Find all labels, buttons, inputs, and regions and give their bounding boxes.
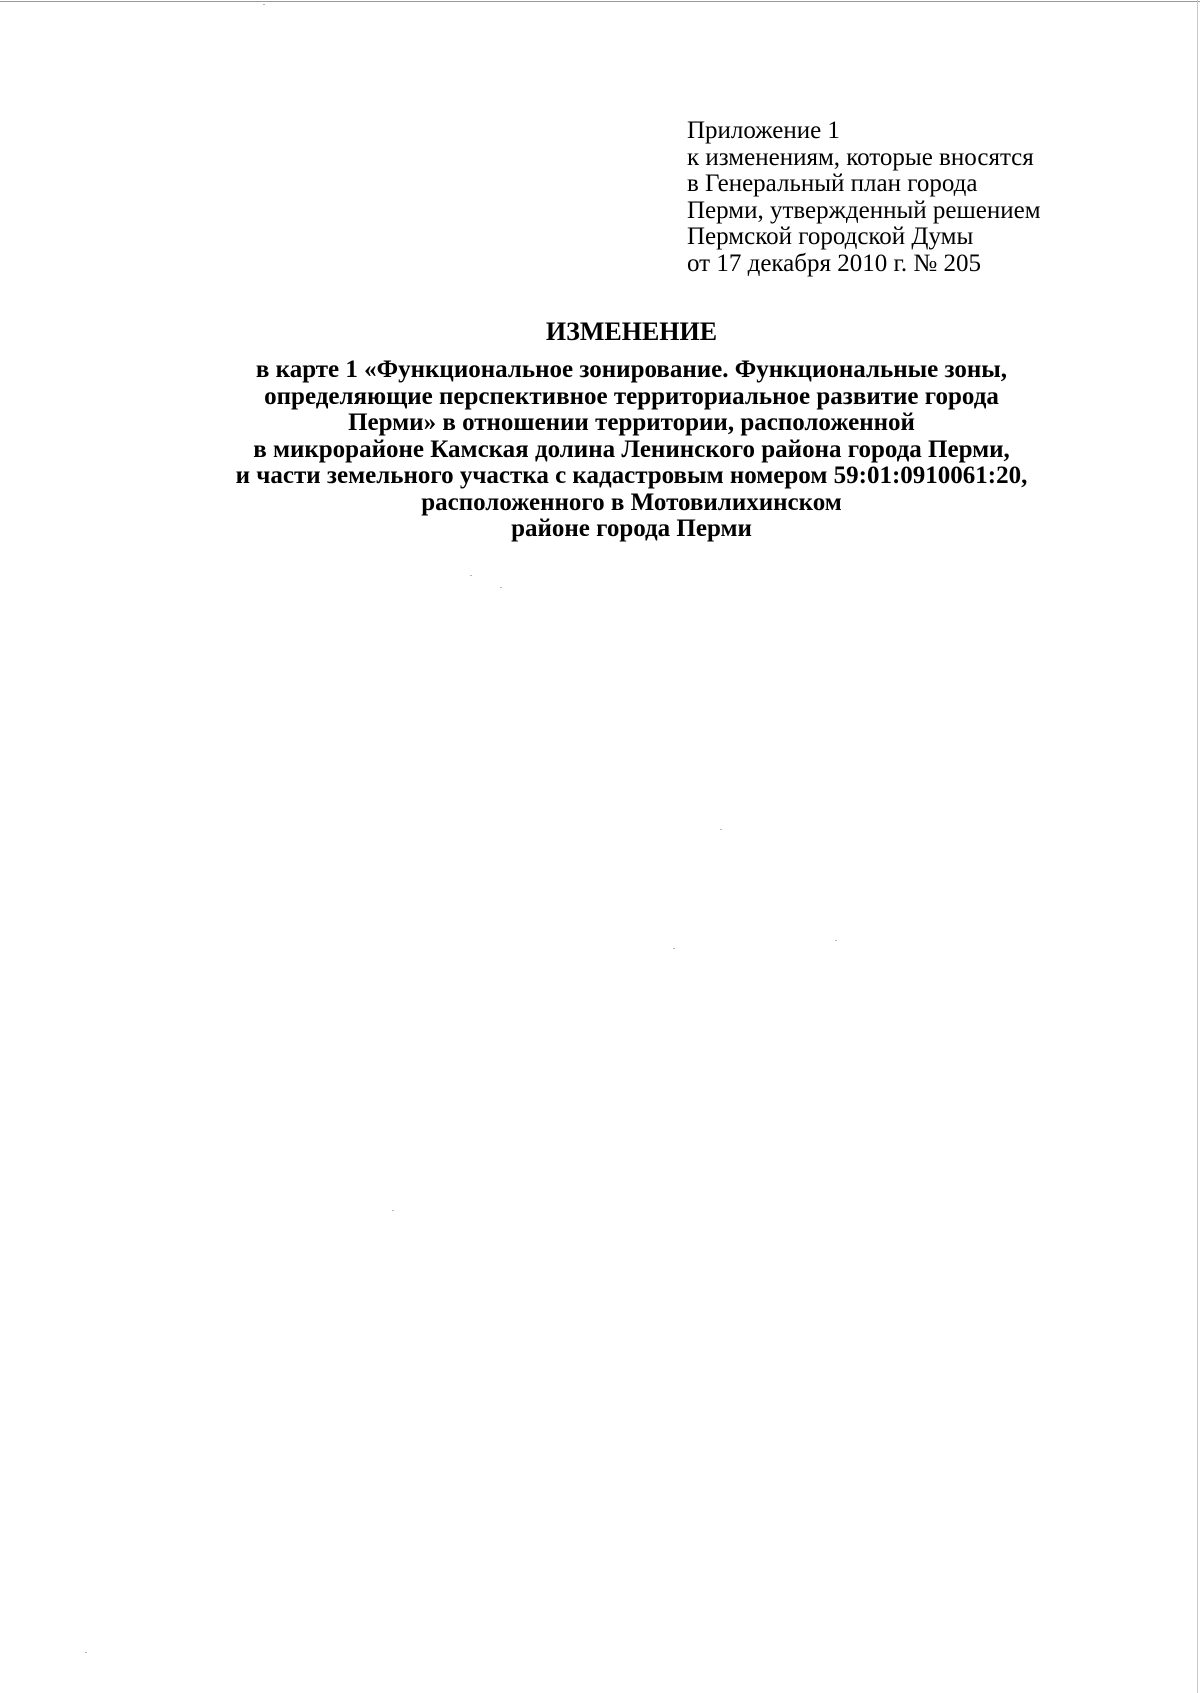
appendix-line: к изменениям, которые вносятся (687, 143, 1034, 171)
subtitle-line: в микрорайоне Камская долина Ленинского района города Перми, (253, 435, 1010, 463)
subtitle-line: районе города Перми (511, 515, 752, 542)
scan-speck (720, 829, 722, 830)
subtitle-line: расположенного в Мотовилихинском (421, 488, 842, 516)
scan-speck (673, 948, 675, 949)
subtitle-line: определяющие перспективное территориальное развитие города (264, 382, 999, 410)
scan-speck (500, 587, 502, 588)
subtitle-line: в карте 1 «Функциональное зонирование. Функциональные зоны, (255, 356, 1008, 383)
appendix-line: Пермской городской Думы (687, 223, 974, 250)
appendix-header (687, 118, 1107, 277)
subtitle-line: Перми» в отношении территории, расположенной (348, 409, 915, 436)
appendix-line: Приложение 1 (687, 117, 840, 144)
appendix-line: Перми, утвержденный решением (687, 196, 1041, 224)
scan-speck (85, 1652, 87, 1653)
scan-speck (263, 4, 265, 5)
scan-speck (392, 1210, 394, 1211)
document-title: ИЗМЕНЕНИЕ (545, 317, 718, 346)
scan-top-edge (0, 1, 1200, 2)
scan-right-edge (1197, 0, 1198, 1693)
appendix-line: в Генеральный план города (687, 170, 978, 197)
scan-speck (470, 575, 472, 576)
scan-speck (835, 940, 837, 941)
document-subtitle (0, 357, 1200, 543)
appendix-line: от 17 декабря 2010 г. № 205 (687, 249, 982, 277)
subtitle-line: и части земельного участка с кадастровым номером 59:01:0910061:20, (235, 462, 1028, 489)
